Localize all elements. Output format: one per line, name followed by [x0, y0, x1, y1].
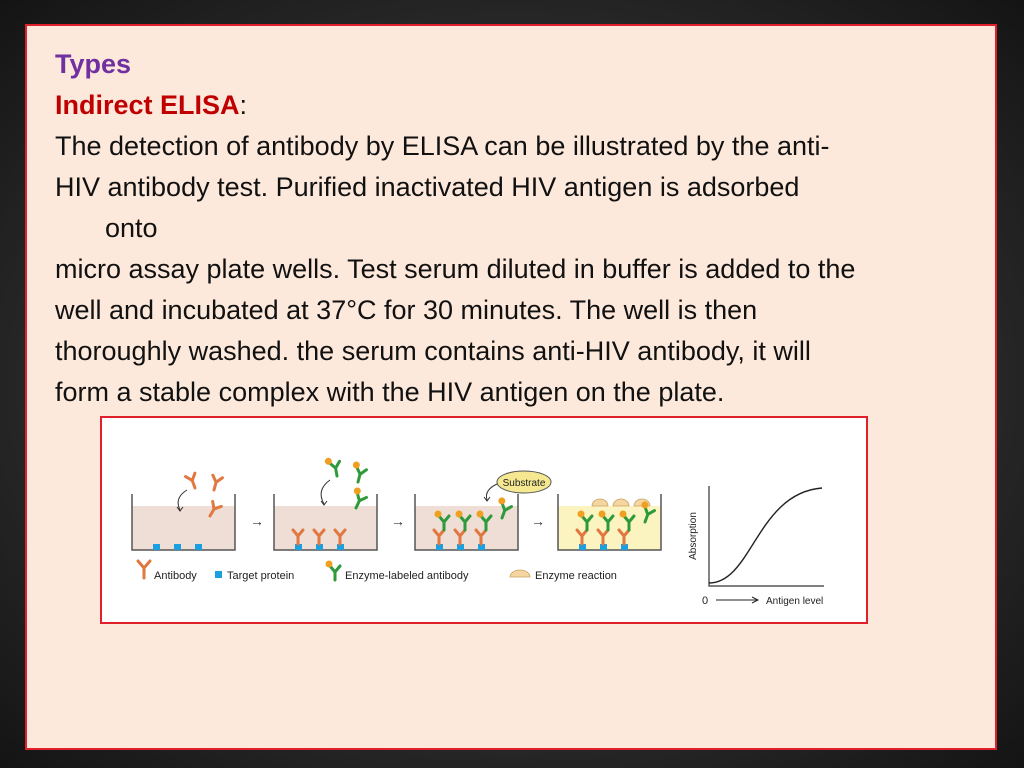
elisa-figure [100, 416, 868, 624]
enzyme-reaction-icon [510, 570, 530, 577]
paragraph-line-1: The detection of antibody by ELISA can be illustrated by the anti- [55, 131, 830, 161]
target-protein-icon [215, 571, 222, 578]
antibody-icon [138, 561, 150, 578]
graph-origin: 0 [702, 595, 709, 607]
heading-colon: : [239, 90, 248, 120]
paragraph-line-5: well and incubated at 37°C for 30 minutes. The well is then [55, 295, 758, 325]
graph-xlabel: Antigen level [766, 596, 824, 607]
arrow-3: → [531, 513, 545, 529]
legend [138, 561, 617, 583]
absorption-graph [688, 486, 824, 607]
well-2 [274, 456, 377, 550]
heading-indirect-elisa: Indirect ELISA [55, 90, 240, 120]
enzyme-antibody-icon [326, 561, 341, 581]
legend-target-protein: Target protein [227, 570, 295, 582]
arrow-1: → [250, 513, 264, 529]
legend-antibody: Antibody [154, 570, 197, 582]
substrate-label: Substrate [502, 478, 546, 489]
text-block [55, 44, 995, 413]
well-3 [415, 494, 518, 550]
well-1 [132, 473, 235, 550]
graph-ylabel: Absorption [688, 512, 699, 560]
legend-enzyme-labeled-antibody: Enzyme-labeled antibody [345, 570, 469, 582]
sigmoid-curve [709, 488, 822, 583]
paragraph-line-3: onto [105, 213, 158, 243]
heading-indirect-elisa-line [55, 85, 995, 126]
paragraph-line-4: micro assay plate wells. Test serum diluted in buffer is added to the [55, 254, 856, 284]
well-4 [558, 494, 661, 550]
paragraph-line-7: form a stable complex with the HIV antigen on the plate. [55, 377, 725, 407]
paragraph-line-2: HIV antibody test. Purified inactivated HIV antigen is adsorbed [55, 172, 800, 202]
elisa-diagram [102, 418, 866, 622]
heading-types: Types [55, 49, 132, 79]
arrow-2: → [391, 513, 405, 529]
legend-enzyme-reaction: Enzyme reaction [535, 570, 617, 582]
slide [25, 24, 997, 750]
paragraph-line-6: thoroughly washed. the serum contains anti-HIV antibody, it will [55, 336, 811, 366]
